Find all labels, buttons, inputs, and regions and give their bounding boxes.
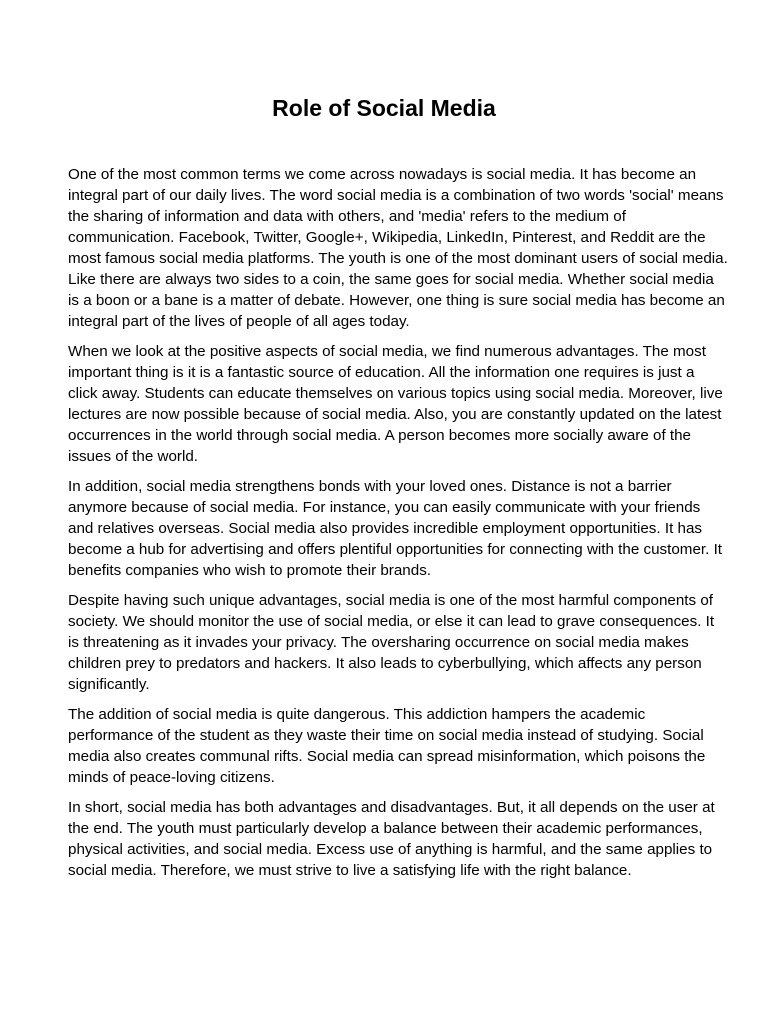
paragraph: In short, social media has both advantages and disadvantages. But, it all depends on the user at the end. The youth must particularly develop a balance between their academic performances, physical activities, and social media. Excess use of anything is harmful, and the same applies to social media. Therefore, we must strive to live a satisfying life with the right balance. — [68, 799, 715, 879]
paragraph: When we look at the positive aspects of social media, we find numerous advantages. The most important thing is it is a fantastic source of education. All the information one requires is just a click away. Students can educate themselves on various topics using social media. Moreover, live lectures are now possible because of social media. Also, you are constantly updated on the latest occurrences in the world through social media. A person becomes more socially aware of the issues of the world. — [68, 343, 723, 465]
paragraph: In addition, social media strengthens bonds with your loved ones. Distance is not a barrier anymore because of social media. For instance, you can easily communicate with your friends and relatives overseas. Social media also provides incredible employment opportunities. It has become a hub for advertising and offers plentiful opportunities for connecting with the customer. It benefits companies who wish to promote their brands. — [68, 478, 723, 579]
paragraph: One of the most common terms we come across nowadays is social media. It has become an integral part of our daily lives. The word social media is a combination of two words 'social' means the sharing of information and data with others, and 'media' refers to the medium of communication. Facebook, Twitter, Google+, Wikipedia, LinkedIn, Pinterest, and Reddit are the most famous social media platforms. The youth is one of the most dominant users of social media. Like there are always two sides to a coin, the same goes for social media. Whether social media is a boon or a bane is a matter of debate. However, one thing is sure social media has become an integral part of the lives of people of all ages today. — [68, 166, 728, 330]
paragraph: The addition of social media is quite dangerous. This addiction hampers the academic performance of the student as they waste their time on social media instead of studying. Social media also creates communal rifts. Social media can spread misinformation, which poisons the minds of peace-loving citizens. — [68, 706, 706, 786]
document-body — [68, 164, 728, 890]
paragraph: Despite having such unique advantages, social media is one of the most harmful components of society. We should monitor the use of social media, or else it can lead to grave consequences. It is threatening as it invades your privacy. The oversharing occurrence on social media makes children prey to predators and hackers. It also leads to cyberbullying, which affects any person significantly. — [68, 592, 715, 693]
document-title: Role of Social Media — [272, 95, 496, 121]
